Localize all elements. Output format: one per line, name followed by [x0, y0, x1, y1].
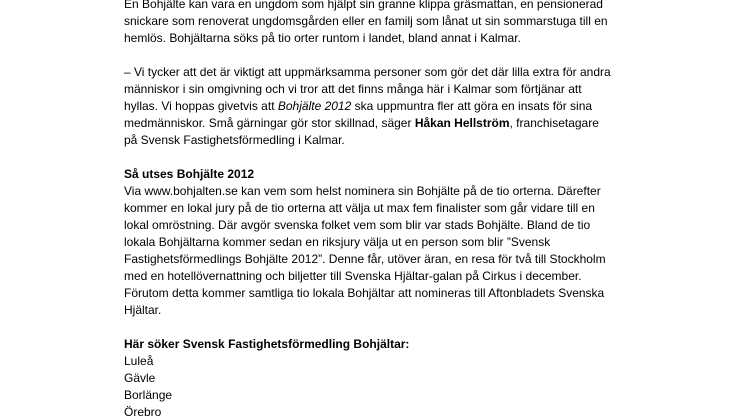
paragraph-spacer	[124, 319, 654, 336]
paragraph-line: En Bohjälte kan vara en ungdom som hjälpt sin granne klippa gräsmattan, en pensionerad	[124, 0, 603, 11]
city-item: Luleå	[124, 354, 154, 368]
paragraph-line: Förutom detta kommer samtliga tio lokala Bohjältar att nomineras till Aftonbladets Svenska	[124, 286, 605, 300]
paragraph-line: Fastighetsförmedlings Bohjälte 2012”. Denne får, utöver äran, en resa för två till Stockholm	[124, 252, 606, 266]
paragraph-line: på Svensk Fastighetsförmedling i Kalmar.	[124, 133, 345, 147]
person-name: Håkan Hellström	[414, 116, 510, 130]
paragraph-line: Via www.bohjalten.se kan vem som helst nominera sin Bohjälte på de tio orterna. Därefter	[124, 184, 601, 198]
paragraph-line: snickare som renoverat ungdomsgården eller en familj som lånat ut sin sommarstuga till en	[124, 14, 608, 28]
paragraph-line	[124, 98, 654, 115]
paragraph-line: kommer en lokal jury på de tio orterna att välja ut max fem finalister som går vidare till en	[124, 201, 595, 215]
text-run: medmänniskor. Små gärningar gör stor skillnad, säger	[124, 116, 415, 130]
city-item: Örebro	[124, 405, 162, 419]
text-run: , franchisetagare	[509, 116, 599, 130]
section-heading: Så utses Bohjälte 2012	[124, 167, 255, 181]
paragraph-line: lokal omröstning. Där avgör svenska folket vem som blir var stads Bohjälte. Bland de tio	[124, 218, 591, 232]
paragraph-spacer	[124, 47, 654, 64]
cities-section	[124, 336, 654, 419]
paragraph-line: – Vi tycker att det är viktigt att uppmärksamma personer som gör det där lilla extra för andra	[124, 65, 611, 79]
quote-paragraph	[124, 64, 654, 149]
paragraph-line: Hjältar.	[124, 303, 162, 317]
text-run: ska uppmuntra fler att göra en insats för sina	[351, 99, 593, 113]
document-body	[124, 0, 654, 419]
paragraph-spacer	[124, 149, 654, 166]
campaign-name: Bohjälte 2012	[277, 99, 352, 113]
intro-paragraph	[124, 0, 654, 47]
paragraph-line: lokala Bohjältarna kommer sedan en riksjury välja ut en person som blir ”Svensk	[124, 235, 551, 249]
paragraph-line: med en hotellövernattning och biljetter till Svenska Hjältar-galan på Cirkus i december.	[124, 269, 582, 283]
paragraph-line: hemlös. Bohjältarna söks på tio orter runtom i landet, bland annat i Kalmar.	[124, 31, 521, 45]
paragraph-line	[124, 115, 654, 132]
section-heading: Här söker Svensk Fastighetsförmedling Bohjältar:	[124, 337, 410, 351]
city-item: Gävle	[124, 371, 156, 385]
paragraph-line: människor i sin omgivning och vi tror att det finns många här i Kalmar som förtjänar att	[124, 82, 582, 96]
text-run: hyllas. Vi hoppas givetvis att	[124, 99, 278, 113]
city-item: Borlänge	[124, 388, 173, 402]
selection-section	[124, 166, 654, 319]
